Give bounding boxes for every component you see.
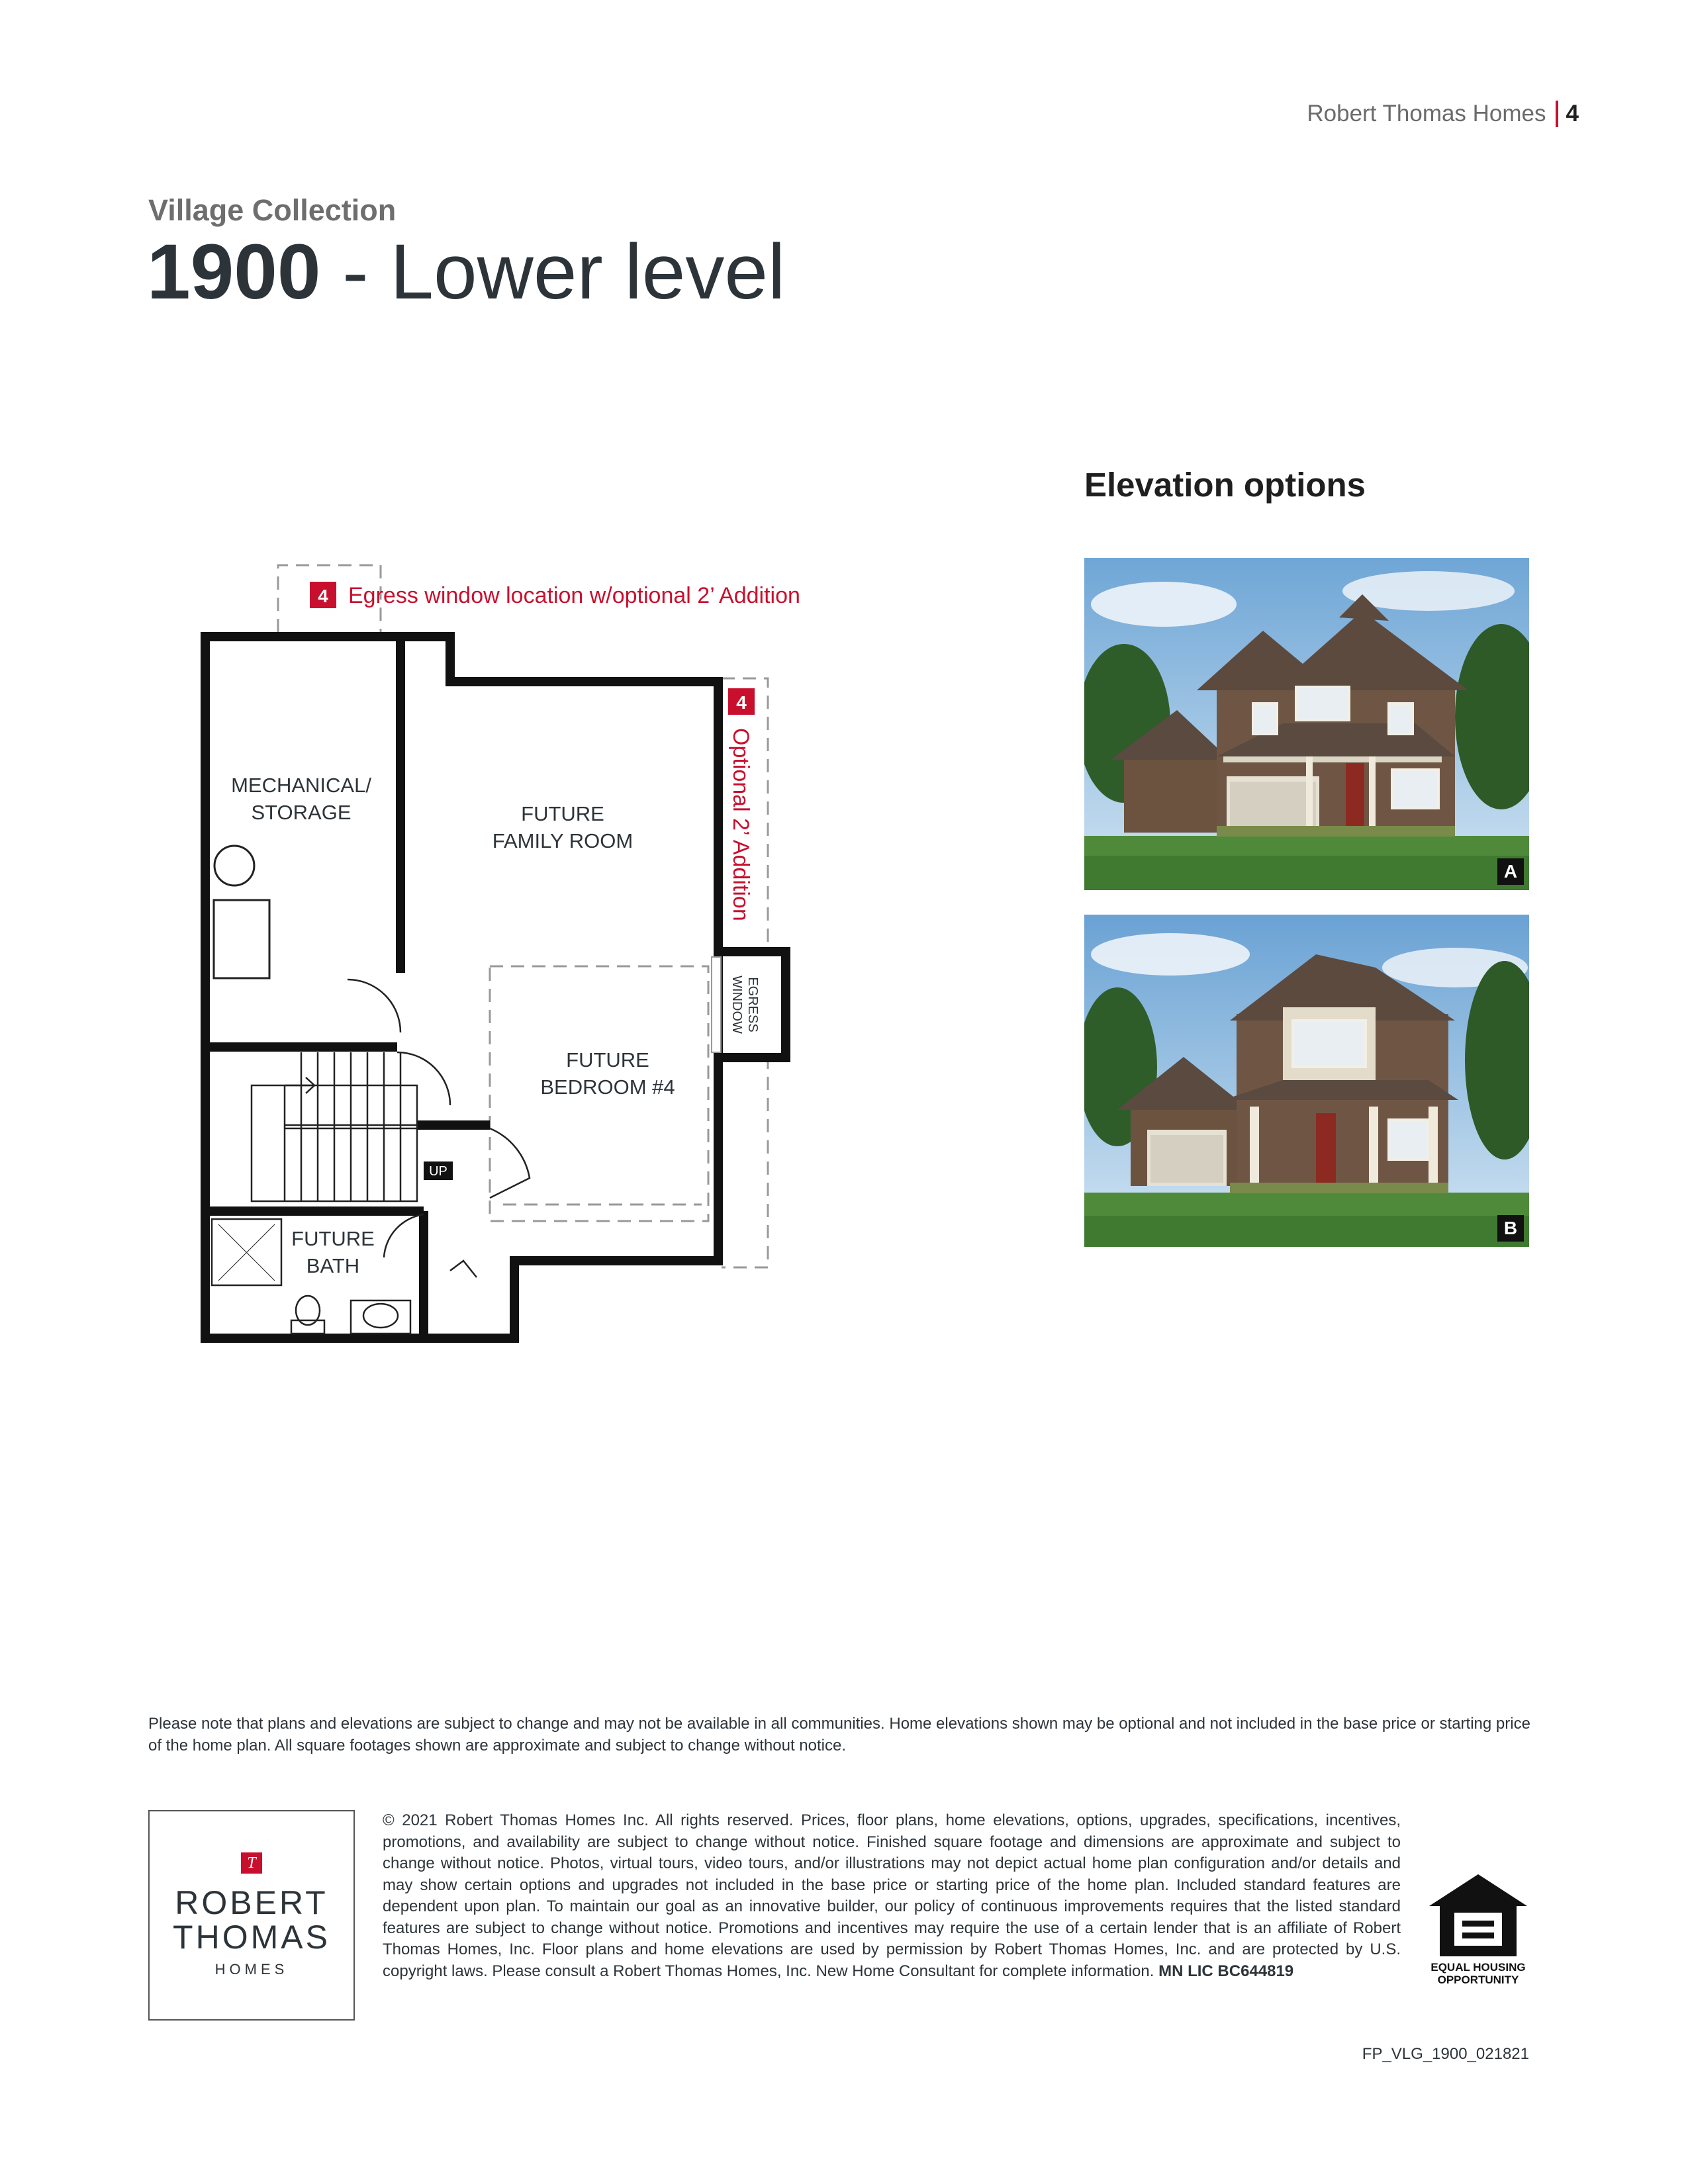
logo-line1: ROBERT: [175, 1884, 328, 1921]
level-name: Lower level: [390, 228, 786, 316]
header-divider: [1556, 101, 1558, 127]
company-logo: [148, 1810, 355, 2021]
egress-window-label-line1: EGRESS: [745, 977, 760, 1032]
elevation-b-label: B: [1497, 1215, 1524, 1242]
title-separator: -: [320, 228, 391, 316]
equal-housing-line1: EQUAL HOUSING: [1430, 1961, 1526, 1974]
collection-name: Village Collection: [148, 193, 397, 227]
logo-mark: T: [241, 1852, 262, 1874]
mechanical-label-line2: STORAGE: [251, 801, 352, 824]
stair-up-label: UP: [429, 1164, 447, 1179]
furnace-symbol: [214, 900, 269, 978]
elevation-b-image: [1084, 915, 1529, 1247]
license-number: MN LIC BC644819: [1158, 1962, 1294, 1980]
elevation-a-label: A: [1497, 858, 1524, 885]
logo-line2: THOMAS: [173, 1919, 330, 1956]
equal-housing-icon: [1425, 1872, 1531, 1958]
equal-housing-logo: [1422, 1872, 1534, 1986]
optional-addition-label: Optional 2’ Addition: [728, 728, 753, 921]
document-code: FP_VLG_1900_021821: [1362, 2045, 1529, 2063]
bath-label-line1: FUTURE: [291, 1227, 375, 1250]
egress-note: Egress window location w/optional 2’ Addition: [348, 583, 800, 608]
family-room-label-line2: FAMILY ROOM: [492, 829, 633, 852]
elevation-a-image: [1084, 558, 1529, 890]
water-heater-symbol: [214, 846, 254, 886]
legal-text: [383, 1810, 1401, 1982]
bath-label-line2: BATH: [306, 1254, 360, 1277]
floor-plan: [159, 543, 808, 1363]
model-number: 1900: [147, 228, 321, 316]
staircase: [252, 1052, 417, 1201]
bedroom-label-line2: BEDROOM #4: [540, 1075, 675, 1099]
brand-name: Robert Thomas Homes: [1307, 101, 1546, 126]
elevation-heading: Elevation options: [1084, 466, 1366, 504]
logo-line3: HOMES: [214, 1961, 289, 1978]
egress-window-pane: [712, 957, 721, 1052]
disclaimer-text: Please note that plans and elevations are subject to change and may not be available in all communities. Home elevations shown may be optional and not included in the base price or starting price of the home plan. All square footages shown are approximate and subject to change without notice.: [148, 1715, 1530, 1754]
bedroom-label-line1: FUTURE: [566, 1048, 649, 1071]
page-number: 4: [1566, 101, 1579, 126]
page-title: [147, 228, 786, 316]
page-header: [1307, 101, 1579, 127]
callout-number-side: 4: [736, 692, 747, 713]
callout-number-top: 4: [318, 586, 328, 606]
egress-window-label-line2: WINDOW: [729, 976, 744, 1034]
family-room-label-line1: FUTURE: [521, 802, 604, 825]
legal-body: © 2021 Robert Thomas Homes Inc. All rights reserved. Prices, floor plans, home elevations, options, upgrades, specifications, incentives, promotions, and availability are subject to change without notice. Finished square footage and dimensions are approximate and subject to change without notice. Photos, virtual tours, video tours, and/or illustrations may not depict actual home plan configuration and/or details and may show certain options and upgrades not included in the base price or starting price of the home plan. Included standard features are dependent upon plan. To maintain our goal as an innovative builder, our policy of continuous improvements requires that the listed standard features are subject to change without notice. Promotions and incentives may require the use of a certain lender that is an affiliate of Robert Thomas Homes, Inc. Floor plans and home elevations are used by permission by Robert Thomas Homes, Inc. and are protected by U.S. copyright laws. Please consult a Robert Thomas Homes, Inc. New Home Consultant for complete information.: [383, 1811, 1401, 1980]
mechanical-label-line1: MECHANICAL/: [231, 774, 371, 797]
equal-housing-line2: OPPORTUNITY: [1437, 1974, 1519, 1986]
